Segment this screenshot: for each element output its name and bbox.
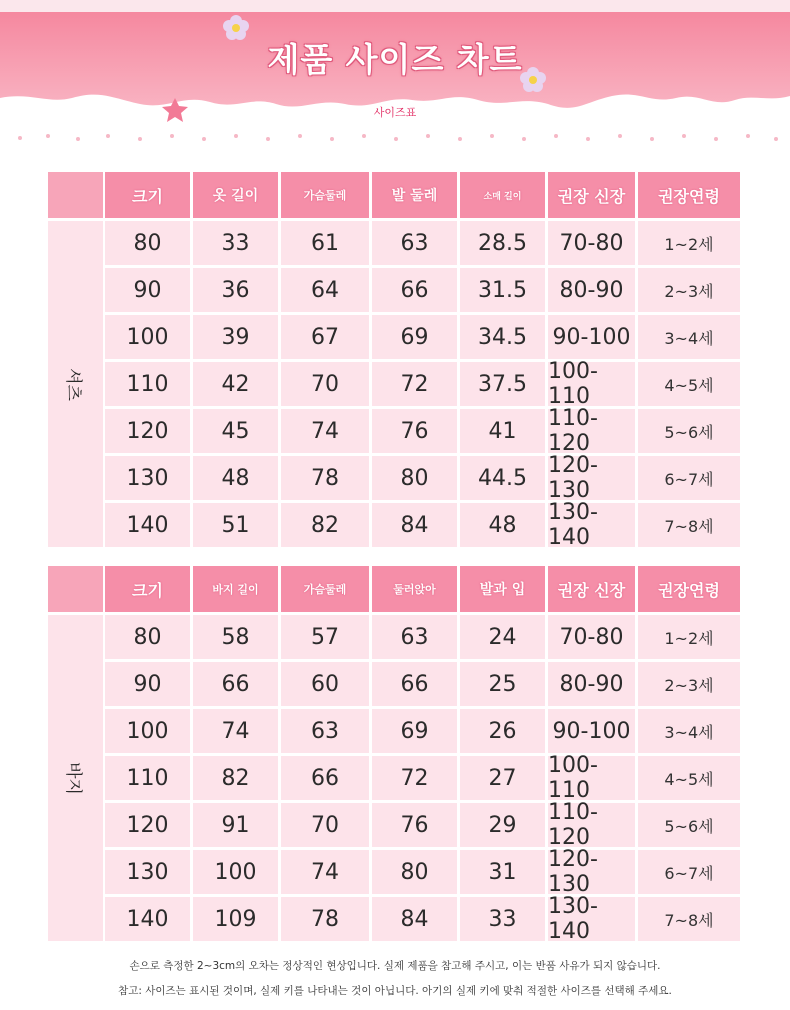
table-cell: 66 [372,662,457,706]
table-cell: 70-80 [548,615,635,659]
table-cell: 78 [281,897,369,941]
table-cell: 120-130 [548,850,635,894]
table-cell: 66 [281,756,369,800]
table-cell: 120 [105,803,190,847]
page-title: 제품 사이즈 차트 [267,40,523,79]
table-cell: 42 [193,362,278,406]
table-cell: 110 [105,756,190,800]
table-cell: 61 [281,221,369,265]
page-subtitle: 사이즈표 [373,106,417,119]
table-cell: 37.5 [460,362,545,406]
table-cell: 33 [193,221,278,265]
table-cell: 70 [281,803,369,847]
category-label-text: 셔츠 [62,367,83,401]
table-cell: 66 [372,268,457,312]
column-header: 옷 길이 [193,172,278,218]
table-cell: 130-140 [548,503,635,547]
table-cell: 64 [281,268,369,312]
category-label-shirt [48,221,103,547]
table-cell: 80 [105,615,190,659]
table-cell: 2~3세 [638,662,740,706]
table-cell: 80-90 [548,662,635,706]
column-header: 크기 [105,566,190,612]
column-header: 바지 길이 [193,566,278,612]
table-cell: 69 [372,709,457,753]
column-header: 권장 신장 [548,566,635,612]
table-cell: 130 [105,456,190,500]
table-cell: 130-140 [548,897,635,941]
table-cell: 7~8세 [638,897,740,941]
column-header: 소매 길이 [460,172,545,218]
column-header: 둘러앉아 [372,566,457,612]
table-cell: 67 [281,315,369,359]
table-cell: 90-100 [548,709,635,753]
column-header: 권장연령 [638,566,740,612]
table-cell: 110 [105,362,190,406]
table-cell: 76 [372,409,457,453]
table-cell: 109 [193,897,278,941]
table-cell: 44.5 [460,456,545,500]
table-cell: 33 [460,897,545,941]
table-cell: 90-100 [548,315,635,359]
table-cell: 80 [372,850,457,894]
table-cell: 110-120 [548,409,635,453]
table-cell: 41 [460,409,545,453]
table-cell: 72 [372,362,457,406]
table-cell: 69 [372,315,457,359]
table-cell: 4~5세 [638,756,740,800]
table-cell: 24 [460,615,545,659]
table-cell: 26 [460,709,545,753]
table-cell: 5~6세 [638,803,740,847]
table-cell: 1~2세 [638,221,740,265]
table-cell: 27 [460,756,545,800]
table-cell: 31.5 [460,268,545,312]
table-cell: 78 [281,456,369,500]
table-cell: 82 [281,503,369,547]
table-cell: 4~5세 [638,362,740,406]
column-header: 가슴둘레 [281,566,369,612]
table-header-row [48,172,740,218]
table-cell: 91 [193,803,278,847]
table-cell: 90 [105,662,190,706]
table-cell: 70-80 [548,221,635,265]
table-cell: 48 [193,456,278,500]
column-header: 발 둘레 [372,172,457,218]
table-cell: 90 [105,268,190,312]
table-cell: 3~4세 [638,709,740,753]
table-cell: 130 [105,850,190,894]
table-cell: 100-110 [548,756,635,800]
size-table-pants [48,566,740,946]
header-corner-cell [48,566,103,612]
table-cell: 70 [281,362,369,406]
table-cell: 25 [460,662,545,706]
table-cell: 51 [193,503,278,547]
table-cell: 84 [372,503,457,547]
table-cell: 110-120 [548,803,635,847]
table-cell: 140 [105,897,190,941]
table-cell: 140 [105,503,190,547]
table-cell: 80 [372,456,457,500]
table-cell: 120-130 [548,456,635,500]
header-banner [0,0,790,160]
table-cell: 6~7세 [638,456,740,500]
column-header: 크기 [105,172,190,218]
table-cell: 72 [372,756,457,800]
column-header: 발과 입 [460,566,545,612]
table-cell: 84 [372,897,457,941]
table-cell: 74 [281,850,369,894]
table-cell: 120 [105,409,190,453]
size-table-shirt [48,172,740,552]
table-cell: 60 [281,662,369,706]
table-cell: 57 [281,615,369,659]
table-cell: 100 [105,709,190,753]
table-cell: 100-110 [548,362,635,406]
table-cell: 2~3세 [638,268,740,312]
column-header: 권장연령 [638,172,740,218]
column-header: 권장 신장 [548,172,635,218]
table-cell: 66 [193,662,278,706]
table-cell: 58 [193,615,278,659]
column-header: 가슴둘레 [281,172,369,218]
table-cell: 74 [281,409,369,453]
table-cell: 74 [193,709,278,753]
table-cell: 82 [193,756,278,800]
table-cell: 36 [193,268,278,312]
table-cell: 80 [105,221,190,265]
table-cell: 63 [372,221,457,265]
table-cell: 48 [460,503,545,547]
table-cell: 1~2세 [638,615,740,659]
table-cell: 76 [372,803,457,847]
table-cell: 80-90 [548,268,635,312]
note-size-guide: 참고: 사이즈는 표시된 것이며, 실제 키를 나타내는 것이 아닙니다. 아기의 실제 키에 맞춰 적절한 사이즈를 선택해 주세요. [118,985,672,997]
table-cell: 63 [372,615,457,659]
header-corner-cell [48,172,103,218]
category-label-pants [48,615,103,941]
table-cell: 63 [281,709,369,753]
table-cell: 45 [193,409,278,453]
table-cell: 28.5 [460,221,545,265]
table-cell: 29 [460,803,545,847]
table-cell: 7~8세 [638,503,740,547]
table-cell: 39 [193,315,278,359]
table-cell: 5~6세 [638,409,740,453]
table-header-row [48,566,740,612]
table-cell: 34.5 [460,315,545,359]
table-cell: 100 [193,850,278,894]
category-label-text: 바지 [62,761,83,795]
table-cell: 100 [105,315,190,359]
table-cell: 3~4세 [638,315,740,359]
table-cell: 31 [460,850,545,894]
note-measurement: 손으로 측정한 2~3cm의 오차는 정상적인 현상입니다. 실제 제품을 참고해 주시고, 이는 반품 사유가 되지 않습니다. [129,960,661,972]
table-cell: 6~7세 [638,850,740,894]
